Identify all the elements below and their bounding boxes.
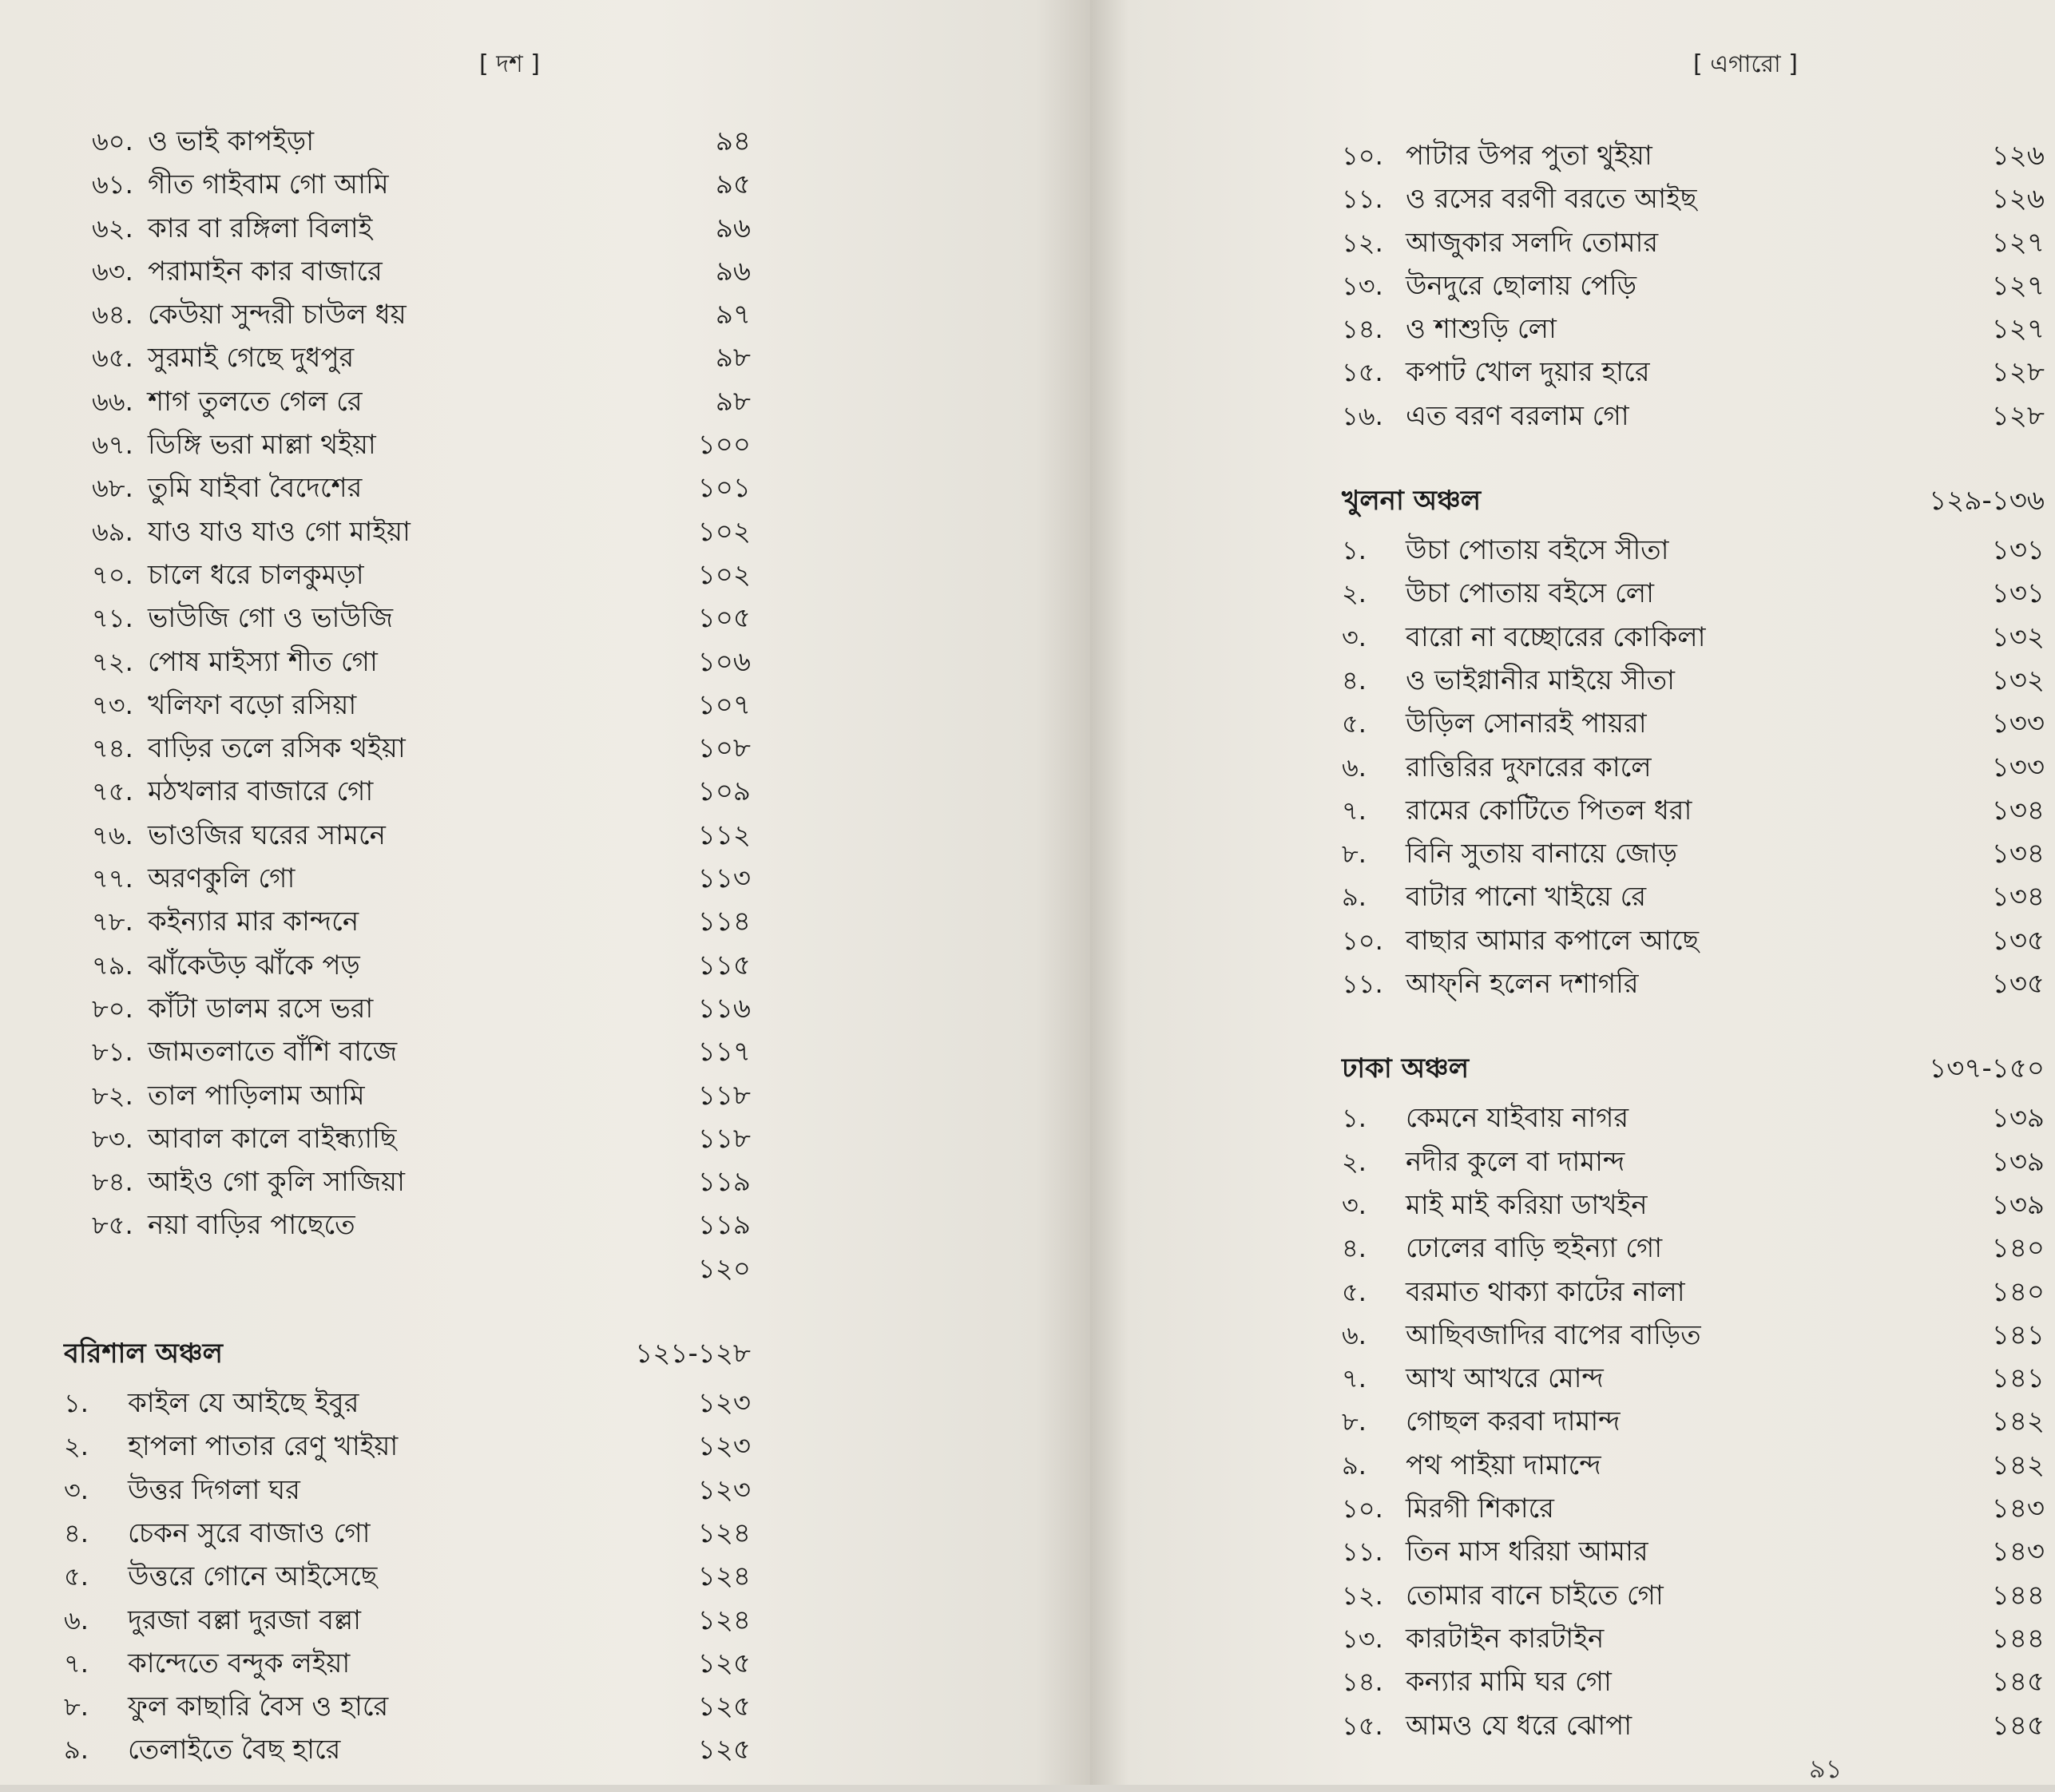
toc-row <box>1342 875 2055 918</box>
toc-row <box>0 1117 799 1160</box>
toc-row <box>1342 1314 2055 1357</box>
entry-page-number: ১২০ <box>697 1252 751 1285</box>
entry-page-number: ৯৬ <box>715 212 751 244</box>
toc-row <box>0 770 799 813</box>
right-toc-list <box>1342 134 2055 1747</box>
entry-page-number: ১০২ <box>697 558 751 591</box>
entry-title: খলিফা বড়ো রসিয়া <box>148 688 357 721</box>
entry-page-number: ৯৪ <box>715 125 751 157</box>
entry-title: মিরগী শিকারে <box>1406 1493 1554 1525</box>
entry-number: ৫. <box>64 1561 89 1592</box>
toc-row <box>1342 177 2055 220</box>
entry-page-number: ১০৮ <box>697 732 751 765</box>
entry-page-number: ১৩৯ <box>1991 1145 2045 1178</box>
entry-title: ঝাঁকেউড় ঝাঁকে পড় <box>148 949 360 981</box>
toc-row <box>0 510 799 553</box>
entry-title: পরামাইন কার বাজারে <box>148 255 383 287</box>
entry-title: যাও যাও যাও গো মাইয়া <box>148 515 411 548</box>
entry-title: উচা পোতায় বইসে লো <box>1406 577 1654 610</box>
entry-number: ৮২. <box>92 1080 133 1111</box>
entry-title: তেলাইতে বৈছ হারে <box>128 1734 341 1766</box>
entry-number: ১০. <box>1342 141 1383 171</box>
entry-number: ১. <box>1342 535 1367 566</box>
toc-row <box>0 1599 799 1642</box>
toc-row <box>0 857 799 900</box>
entry-number: ১৩. <box>1342 270 1383 301</box>
entry-page-number: ১২৫ <box>697 1691 751 1723</box>
entry-number: ৭১. <box>92 603 133 634</box>
entry-title: হাপলা পাতার রেণু খাইয়া <box>128 1430 399 1463</box>
entry-page-number: ১২৪ <box>697 1516 751 1549</box>
entry-page-number: ১৩৯ <box>1991 1102 2045 1135</box>
entry-page-number: ১৩১ <box>1991 577 2045 610</box>
toc-row <box>1342 351 2055 394</box>
entry-title: কন্যার মামি ঘর গো <box>1406 1666 1612 1699</box>
left-toc-list <box>0 120 799 1772</box>
toc-row-continuation <box>0 1247 799 1290</box>
entry-page-number: ১২৫ <box>697 1647 751 1679</box>
entry-number: ৭৮. <box>92 906 133 938</box>
entry-page-number: ১৩৪ <box>1991 838 2045 870</box>
entry-title: বারো না বচ্ছোরের কোকিলা <box>1406 620 1706 653</box>
toc-row <box>1342 307 2055 351</box>
entry-title: নয়া বাড়ির পাছেতে <box>148 1209 355 1242</box>
entry-number: ৬৪. <box>92 299 133 331</box>
toc-row <box>0 1074 799 1117</box>
toc-row <box>1342 1704 2055 1747</box>
entry-title: চেকন সুরে বাজাও গো <box>128 1516 371 1549</box>
toc-row <box>1342 264 2055 307</box>
entry-page-number: ১৩৪ <box>1991 881 2045 914</box>
entry-page-number: ৯৫ <box>715 168 751 201</box>
entry-number: ৯. <box>1342 1449 1367 1481</box>
entry-title: আবাল কালে বাইন্ধ্যাছি <box>148 1122 397 1155</box>
toc-row <box>1342 962 2055 1005</box>
toc-row <box>0 727 799 770</box>
entry-title: বরমাত থাক্যা কাটের নালা <box>1406 1275 1685 1308</box>
entry-page-number: ১০০ <box>697 429 751 462</box>
entry-title: বাছার আমার কপালে আছে <box>1406 924 1700 957</box>
toc-row <box>1342 746 2055 789</box>
right-page-header: [ এগারো ] <box>1693 50 1798 78</box>
entry-title: তাল পাড়িলাম আমি <box>148 1079 365 1112</box>
entry-page-number: ১৪৩ <box>1991 1536 2045 1568</box>
entry-number: ৩. <box>1342 1189 1367 1220</box>
toc-row <box>0 1382 799 1425</box>
entry-title: ও শাশুড়ি লো <box>1406 313 1557 346</box>
entry-title: গীত গাইবাম গো আমি <box>148 168 389 201</box>
entry-number: ৩. <box>64 1474 89 1505</box>
entry-page-number: ১২৮ <box>1991 356 2045 389</box>
entry-number: ১৩. <box>1342 1623 1383 1654</box>
entry-number: ১০. <box>1342 1493 1383 1524</box>
toc-row <box>1342 1487 2055 1530</box>
entry-title: সুরমাই গেছে দুধপুর <box>148 342 355 375</box>
left-page-header: [ দশ ] <box>479 50 540 78</box>
entry-title: কারটাইন কারটাইন <box>1406 1622 1605 1655</box>
entry-page-number: ১১৭ <box>697 1036 751 1068</box>
toc-row <box>1342 659 2055 702</box>
entry-title: কেমনে যাইবায় নাগর <box>1406 1102 1629 1135</box>
section-dhaka-header <box>1342 1005 2055 1096</box>
toc-row <box>0 380 799 423</box>
entry-number: ৬. <box>1342 1319 1367 1350</box>
entry-page-number: ১১৫ <box>697 949 751 981</box>
entry-title: কাইল যে আইছে ইবুর <box>128 1387 359 1420</box>
section-dhaka-title: ঢাকা অঞ্চল <box>1342 1053 1470 1085</box>
toc-row <box>0 944 799 987</box>
entry-title: আজুকার সলদি তোমার <box>1406 226 1659 259</box>
entry-page-number: ১৩২ <box>1991 620 2045 653</box>
entry-number: ২. <box>1342 1146 1367 1177</box>
entry-number: ৪. <box>64 1517 89 1548</box>
toc-row <box>0 336 799 379</box>
toc-row <box>1342 529 2055 572</box>
entry-title: উত্তরে গোনে আইসেছে <box>128 1560 378 1593</box>
entry-number: ১৪. <box>1342 1667 1383 1698</box>
section-khulna-title: খুলনা অঞ্চল <box>1342 485 1482 517</box>
entry-number: ৬০. <box>92 126 133 157</box>
entry-number: ৪. <box>1342 664 1367 696</box>
entry-title: ভাওজির ঘরের সামনে <box>148 819 386 851</box>
entry-title: কইন্যার মার কান্দনে <box>148 906 359 938</box>
entry-title: তুমি যাইবা বৈদেশের <box>148 472 363 505</box>
entry-title: আখ আখরে মোন্দ <box>1406 1362 1604 1395</box>
entry-number: ৯. <box>1342 882 1367 913</box>
entry-title: কেউয়া সুন্দরী চাউল ধয় <box>148 299 407 331</box>
entry-number: ৮০. <box>92 993 133 1024</box>
entry-page-number: ১৪০ <box>1991 1232 2045 1265</box>
toc-row <box>0 1160 799 1203</box>
entry-number: ৯. <box>64 1735 89 1766</box>
entry-page-number: ১৪৪ <box>1991 1579 2045 1612</box>
toc-row <box>1342 1530 2055 1573</box>
entry-number: ৭৫. <box>92 776 133 807</box>
entry-title: বাড়ির তলে রসিক থইয়া <box>148 732 406 765</box>
entry-number: ১. <box>1342 1103 1367 1134</box>
entry-title: তিন মাস ধরিয়া আমার <box>1406 1536 1648 1568</box>
entry-number: ৬৬. <box>92 386 133 417</box>
toc-row <box>0 987 799 1030</box>
entry-page-number: ১২৫ <box>697 1734 751 1766</box>
entry-title: ও রসের বরণী বরতে আইছ <box>1406 183 1697 216</box>
toc-row <box>0 1642 799 1685</box>
section-barisal-page-range: ১২১-১২৮ <box>635 1338 751 1370</box>
toc-row <box>1342 1140 2055 1183</box>
entry-number: ৮৩. <box>92 1123 133 1154</box>
entry-title: অরণকুলি গো <box>148 862 296 895</box>
entry-title: আমও যে ধরে ঝোপা <box>1406 1709 1632 1742</box>
toc-row <box>0 423 799 466</box>
toc-row <box>1342 1444 2055 1487</box>
entry-title: নদীর কুলে বা দামান্দ <box>1406 1145 1625 1178</box>
entry-title: তোমার বানে চাইতে গো <box>1406 1579 1664 1612</box>
toc-row <box>1342 572 2055 615</box>
entry-number: ৮১. <box>92 1037 133 1068</box>
toc-row <box>1342 394 2055 438</box>
entry-page-number: ১০৬ <box>697 645 751 678</box>
entry-number: ৭৬. <box>92 819 133 850</box>
entry-number: ৫. <box>1342 708 1367 739</box>
entry-number: ৫. <box>1342 1276 1367 1307</box>
entry-page-number: ১৩১ <box>1991 534 2045 567</box>
entry-page-number: ১৪০ <box>1991 1275 2045 1308</box>
toc-row <box>0 1469 799 1512</box>
toc-row <box>0 293 799 336</box>
entry-title: বাটার পানো খাইয়ে রে <box>1406 881 1647 914</box>
toc-row <box>1342 832 2055 875</box>
toc-row <box>1342 1096 2055 1140</box>
entry-title: কাঁটা ডালম রসে ভরা <box>148 992 374 1025</box>
entry-page-number: ১১৩ <box>697 862 751 895</box>
entry-number: ৬. <box>1342 751 1367 783</box>
entry-page-number: ১২৭ <box>1991 226 2045 259</box>
entry-page-number: ১০১ <box>697 472 751 505</box>
entry-title: রামের কোটিতে পিতল ধরা <box>1406 794 1692 827</box>
entry-title: ও ভাইগ্নানীর মাইয়ে সীতা <box>1406 664 1676 696</box>
toc-row <box>1342 1574 2055 1617</box>
entry-number: ৬৮. <box>92 473 133 504</box>
entry-page-number: ১১৯ <box>697 1209 751 1242</box>
toc-row <box>1342 1660 2055 1703</box>
toc-row <box>1342 1227 2055 1270</box>
toc-row <box>1342 1400 2055 1443</box>
entry-title: আছিবজাদির বাপের বাড়িত <box>1406 1318 1701 1351</box>
toc-row <box>0 1685 799 1728</box>
toc-row <box>0 1203 799 1247</box>
entry-title: বিনি সুতায় বানায়ে জোড় <box>1406 838 1677 870</box>
entry-title: মঠখলার বাজারে গো <box>148 775 374 808</box>
entry-page-number: ১২৬ <box>1991 183 2045 216</box>
entry-page-number: ৯৮ <box>715 385 751 418</box>
entry-page-number: ১৪৩ <box>1991 1493 2045 1525</box>
entry-page-number: ১৪১ <box>1991 1318 2045 1351</box>
toc-row <box>0 684 799 727</box>
section-khulna-page-range: ১২৯-১৩৬ <box>1929 485 2045 517</box>
toc-row <box>1342 616 2055 659</box>
entry-title: কপাট খোল দুয়ার হারে <box>1406 356 1650 389</box>
entry-page-number: ১৩২ <box>1991 664 2045 696</box>
toc-row <box>1342 702 2055 745</box>
entry-page-number: ১৩৪ <box>1991 794 2045 827</box>
entry-page-number: ৯৮ <box>715 342 751 375</box>
entry-page-number: ১৩৫ <box>1991 968 2045 1001</box>
entry-page-number: ১১৯ <box>697 1166 751 1199</box>
entry-number: ৭. <box>64 1647 89 1679</box>
entry-number: ১২. <box>1342 1580 1383 1611</box>
entry-page-number: ১০৯ <box>697 775 751 808</box>
entry-page-number: ১৩৩ <box>1991 751 2045 783</box>
entry-number: ৭৯. <box>92 950 133 981</box>
entry-number: ৬১. <box>92 169 133 200</box>
entry-page-number: ১২৬ <box>1991 140 2045 172</box>
entry-page-number: ১৪৫ <box>1991 1709 2045 1742</box>
entry-page-number: ১৩৫ <box>1991 924 2045 957</box>
toc-row <box>0 207 799 250</box>
entry-number: ১. <box>64 1388 89 1419</box>
entry-title: পোষ মাইস্যা শীত গো <box>148 645 378 678</box>
entry-number: ৮. <box>64 1691 89 1723</box>
entry-number: ১১. <box>1342 969 1383 1000</box>
entry-number: ৮৪. <box>92 1167 133 1198</box>
entry-page-number: ১২৪ <box>697 1560 751 1593</box>
entry-title: গোছল করবা দামান্দ <box>1406 1405 1621 1438</box>
entry-page-number: ১১২ <box>697 819 751 851</box>
entry-number: ১১. <box>1342 1536 1383 1568</box>
toc-row <box>0 1030 799 1073</box>
entry-number: ১০. <box>1342 925 1383 956</box>
entry-page-number: ১৪১ <box>1991 1362 2045 1395</box>
entry-number: ৬৭. <box>92 430 133 461</box>
entry-page-number: ১৩৩ <box>1991 708 2045 740</box>
entry-page-number: ১২৭ <box>1991 269 2045 302</box>
toc-row <box>0 466 799 509</box>
toc-row <box>1342 1617 2055 1660</box>
entry-title: রাত্তিরির দুফারের কালে <box>1406 751 1652 783</box>
toc-row <box>0 900 799 943</box>
section-khulna-header <box>1342 438 2055 529</box>
entry-title: দুরজা বল্লা দুরজা বল্লা <box>128 1604 362 1636</box>
toc-row <box>0 163 799 206</box>
toc-row <box>1342 1183 2055 1227</box>
entry-number: ৮. <box>1342 839 1367 870</box>
toc-row <box>0 597 799 640</box>
entry-page-number: ১০৭ <box>697 688 751 721</box>
entry-number: ৮৫. <box>92 1210 133 1241</box>
toc-row <box>0 814 799 857</box>
entry-title: আফ্‌নি হলেন দশাগরি <box>1406 968 1639 1001</box>
entry-title: ডিঙ্গি ভরা মাল্লা থইয়া <box>148 429 376 462</box>
entry-title: উচা পোতায় বইসে সীতা <box>1406 534 1669 567</box>
entry-number: ১৫. <box>1342 1710 1383 1741</box>
toc-row <box>1342 1357 2055 1400</box>
entry-title: কান্দেতে বন্দুক লইয়া <box>128 1647 351 1679</box>
entry-number: ১৫. <box>1342 357 1383 388</box>
entry-title: কার বা রঙ্গিলা বিলাই <box>148 212 373 244</box>
entry-number: ৬৫. <box>92 343 133 374</box>
toc-row <box>0 1728 799 1771</box>
entry-title: পাটার উপর পুতা থুইয়া <box>1406 140 1652 172</box>
toc-row <box>0 1555 799 1598</box>
entry-title: ফুল কাছারি বৈস ও হারে <box>128 1691 389 1723</box>
entry-title: ভাউজি গো ও ভাউজি <box>148 602 394 635</box>
entry-page-number: ১২৩ <box>697 1387 751 1420</box>
entry-page-number: ১১৮ <box>697 1079 751 1112</box>
entry-page-number: ১৪২ <box>1991 1405 2045 1438</box>
entry-number: ৪. <box>1342 1233 1367 1264</box>
entry-page-number: ১২৩ <box>697 1430 751 1463</box>
entry-page-number: ১৩৯ <box>1991 1188 2045 1221</box>
entry-page-number: ৯৬ <box>715 255 751 287</box>
entry-number: ১৪. <box>1342 314 1383 345</box>
toc-row <box>1342 919 2055 962</box>
entry-number: ১২. <box>1342 227 1383 258</box>
entry-number: ২. <box>64 1431 89 1462</box>
entry-page-number: ১২৩ <box>697 1473 751 1506</box>
section-barisal-title: বরিশাল অঞ্চল <box>64 1338 223 1370</box>
entry-number: ৬৯. <box>92 516 133 547</box>
entry-number: ৬২. <box>92 212 133 244</box>
entry-number: ১১. <box>1342 184 1383 215</box>
entry-number: ৩. <box>1342 621 1367 652</box>
page-footer-mark: ৯১ <box>1809 1754 1843 1784</box>
toc-row <box>0 120 799 163</box>
entry-number: ৭৪. <box>92 733 133 764</box>
entry-number: ৭০. <box>92 559 133 590</box>
entry-page-number: ১১৬ <box>697 992 751 1025</box>
entry-number: ৭. <box>1342 1363 1367 1394</box>
entry-title: পথ পাইয়া দামান্দে <box>1406 1449 1601 1481</box>
toc-row <box>0 1425 799 1468</box>
entry-page-number: ১৪৪ <box>1991 1622 2045 1655</box>
entry-title: ও ভাই কাপইড়া <box>148 125 315 157</box>
entry-page-number: ১৪৫ <box>1991 1666 2045 1699</box>
entry-page-number: ১২৪ <box>697 1604 751 1636</box>
entry-title: উড়িল সোনারই পায়রা <box>1406 708 1647 740</box>
toc-row <box>0 553 799 597</box>
entry-number: ৬. <box>64 1604 89 1635</box>
entry-page-number: ১১৮ <box>697 1122 751 1155</box>
entry-page-number: ১২৭ <box>1991 313 2045 346</box>
entry-number: ৭২. <box>92 646 133 677</box>
entry-title: আইও গো কুলি সাজিয়া <box>148 1166 405 1199</box>
entry-number: ১৬. <box>1342 400 1383 431</box>
entry-number: ৮. <box>1342 1406 1367 1437</box>
entry-title: এত বরণ বরলাম গো <box>1406 399 1629 432</box>
toc-row <box>1342 1271 2055 1314</box>
entry-page-number: ১২৮ <box>1991 399 2045 432</box>
toc-row <box>0 250 799 293</box>
section-dhaka-page-range: ১৩৭-১৫০ <box>1929 1053 2045 1085</box>
entry-number: ৬৩. <box>92 256 133 287</box>
entry-title: ঢোলের বাড়ি হুইন্যা গো <box>1406 1232 1663 1265</box>
entry-number: ৭৩. <box>92 689 133 720</box>
toc-row <box>1342 789 2055 832</box>
entry-page-number: ৯৭ <box>715 299 751 331</box>
entry-page-number: ১০৫ <box>697 602 751 635</box>
section-barisal-header <box>0 1290 799 1382</box>
entry-title: শাগ তুলতে গেল রে <box>148 385 363 418</box>
entry-number: ৭. <box>1342 795 1367 826</box>
entry-title: মাই মাই করিয়া ডাখইন <box>1406 1188 1648 1221</box>
entry-number: ৭৭. <box>92 863 133 894</box>
entry-page-number: ১১৪ <box>697 906 751 938</box>
entry-number: ২. <box>1342 578 1367 609</box>
toc-row <box>1342 134 2055 177</box>
entry-title: উনদুরে ছোলায় পেড়ি <box>1406 269 1636 302</box>
entry-title: উত্তর দিগলা ঘর <box>128 1473 300 1506</box>
entry-title: চালে ধরে চালকুমড়া <box>148 558 364 591</box>
entry-page-number: ১০২ <box>697 515 751 548</box>
entry-page-number: ১৪২ <box>1991 1449 2045 1481</box>
toc-row <box>1342 221 2055 264</box>
toc-row <box>0 640 799 684</box>
entry-title: জামতলাতে বাঁশি বাজে <box>148 1036 398 1068</box>
toc-row <box>0 1512 799 1555</box>
